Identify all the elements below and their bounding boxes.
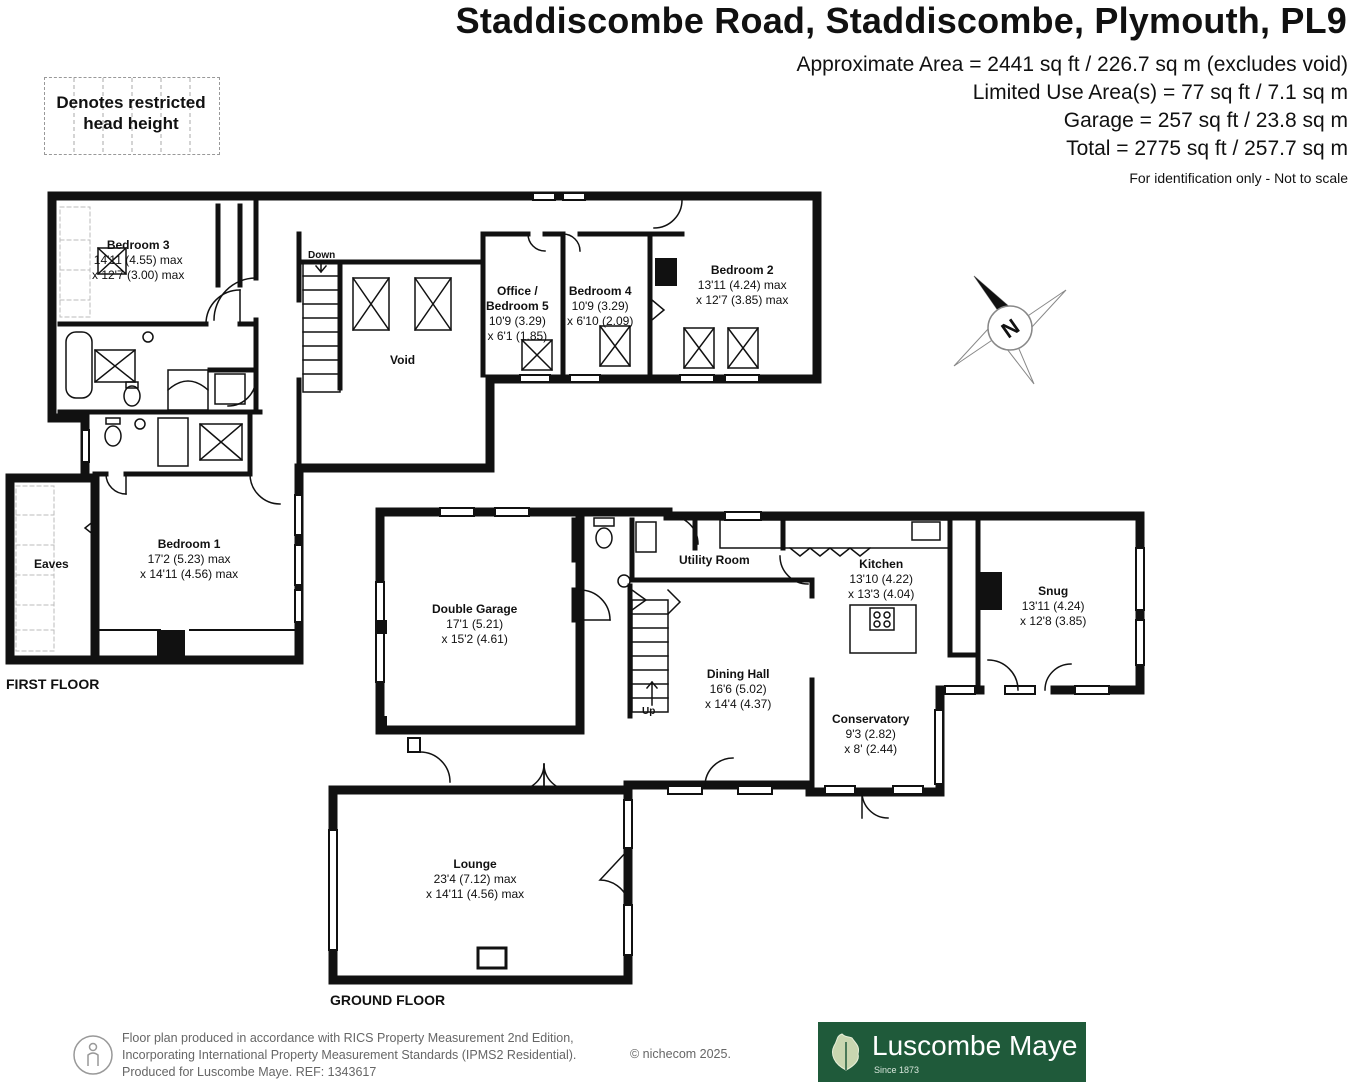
footer-line-2: Incorporating International Property Measurement Standards (IPMS2 Residential). (122, 1048, 577, 1062)
room-name: Lounge (453, 857, 497, 871)
room-name: Conservatory (832, 712, 910, 726)
room-dim-1: 17'2 (5.23) max (147, 552, 231, 566)
ground-floor-label: GROUND FLOOR (330, 992, 446, 1008)
room-dim-1: 23'4 (7.12) max (433, 872, 517, 886)
room-dim-1: 16'6 (5.02) (709, 682, 767, 696)
room-name-2: Bedroom 5 (486, 299, 549, 313)
footer-line-3: Produced for Luscombe Maye. REF: 1343617 (122, 1065, 377, 1079)
room-dim-1: 13'10 (4.22) (849, 572, 913, 586)
room-name: Bedroom 2 (710, 263, 774, 277)
room-dim-2: x 14'11 (4.56) max (426, 887, 525, 901)
room-name: Dining Hall (706, 667, 770, 681)
plan-title: Staddiscombe Road, Staddiscombe, Plymouth, PL9 (455, 0, 1347, 41)
room-name: Snug (1038, 584, 1069, 598)
room-name: Kitchen (859, 557, 904, 571)
room-dim-2: x 8' (2.44) (844, 742, 898, 756)
room-dim-1: 14'11 (4.55) max (93, 253, 183, 267)
room-void (390, 353, 415, 368)
room-eaves (34, 557, 69, 572)
room-name: Double Garage (432, 602, 518, 616)
compass-north-label: N (996, 313, 1024, 344)
room-bedroom-3 (92, 238, 184, 283)
north-arrow-icon (950, 268, 1070, 388)
room-dim-1: 13'11 (4.24) (1021, 599, 1085, 613)
total-area: Total = 2775 sq ft / 257.7 sq m (1066, 137, 1348, 160)
room-bedroom-4 (567, 284, 633, 329)
stairs-down-text: Down (308, 250, 336, 261)
limited-use-area: Limited Use Area(s) = 77 sq ft / 7.1 sq m (972, 81, 1348, 104)
room-dim-1: 9'3 (2.82) (845, 727, 896, 741)
room-name: Void (390, 353, 416, 367)
room-bedroom-2 (696, 263, 788, 308)
room-dim-2: x 6'10 (2.09) (567, 314, 634, 328)
room-lounge (426, 857, 524, 902)
logo-brand-name: Luscombe Maye (872, 1030, 1078, 1061)
first-floor-label: FIRST FLOOR (6, 676, 100, 692)
room-dining-hall (705, 667, 771, 712)
room-conservatory (832, 712, 909, 757)
footer-notes (122, 1030, 576, 1081)
room-dim-2: x 12'7 (3.00) max (92, 268, 185, 282)
room-kitchen (848, 557, 914, 602)
room-dim-2: x 14'11 (4.56) max (140, 567, 239, 581)
room-name: Utility Room (679, 553, 750, 567)
room-name: Eaves (34, 557, 69, 571)
luscombe-maye-logo (818, 1022, 1086, 1082)
room-name: Bedroom 1 (157, 537, 221, 551)
garage-area: Garage = 257 sq ft / 23.8 sq m (1063, 109, 1348, 132)
room-double-garage (432, 602, 517, 647)
room-dim-2: x 12'8 (3.85) (1020, 614, 1087, 628)
room-dim-1: 17'1 (5.21) (446, 617, 504, 631)
room-dim-1: 10'9 (3.29) (571, 299, 629, 313)
room-dim-1: 13'11 (4.24) max (697, 278, 787, 292)
room-dim-2: x 6'1 (1.85) (487, 329, 548, 343)
logo-since: Since 1873 (874, 1065, 920, 1075)
copyright-notice: © nichecom 2025. (630, 1047, 731, 1061)
room-dim-2: x 12'7 (3.85) max (696, 293, 789, 307)
room-dim-2: x 13'3 (4.04) (848, 587, 915, 601)
footer-line-1: Floor plan produced in accordance with RICS Property Measurement 2nd Edition, (122, 1031, 574, 1045)
room-snug (1020, 584, 1086, 629)
oak-leaf-icon (824, 1030, 868, 1074)
room-name: Bedroom 3 (106, 238, 170, 252)
room-dim-2: x 14'4 (4.37) (705, 697, 772, 711)
room-name-1: Office / (497, 284, 538, 298)
room-bedroom-1 (140, 537, 238, 582)
room-name: Bedroom 4 (568, 284, 632, 298)
approximate-area: Approximate Area = 2441 sq ft / 226.7 sq m (excludes void) (796, 53, 1348, 76)
room-utility (679, 553, 750, 568)
legend-line-1: Denotes restricted (56, 93, 206, 112)
room-dim-2: x 15'2 (4.61) (441, 632, 508, 646)
stairs-down-label (308, 248, 335, 263)
room-office-bedroom-5 (486, 284, 549, 344)
scale-disclaimer: For identification only - Not to scale (1129, 170, 1348, 186)
legend-line-2: head height (83, 114, 179, 133)
stairs-up-label (642, 704, 655, 719)
stairs-up-text: Up (642, 706, 656, 717)
room-dim-1: 10'9 (3.29) (488, 314, 546, 328)
rics-badge-icon (72, 1034, 114, 1081)
